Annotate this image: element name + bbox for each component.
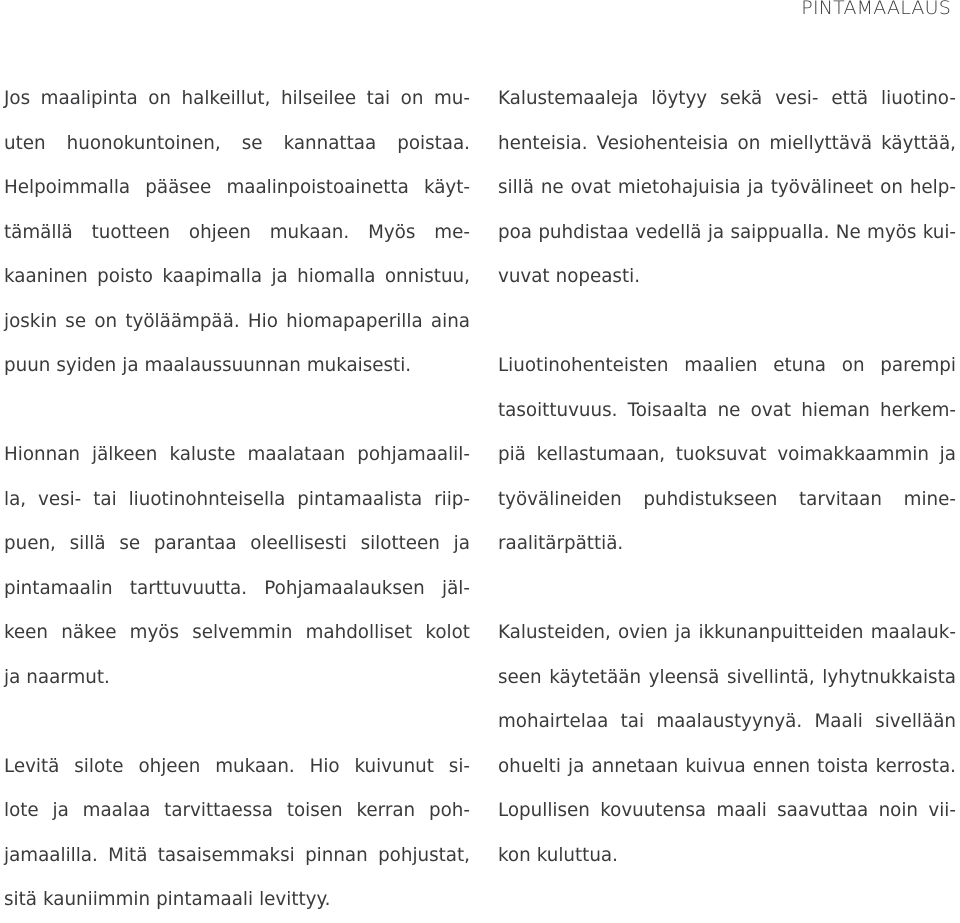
text-line [4,567,470,612]
word: mukaan. [269,221,350,243]
page-title: PINTAMAALAUS [801,0,951,19]
word: maalataan [247,444,346,465]
word: huonokuntoinen, [66,132,221,154]
word: raalitärpättiä. [498,533,624,554]
word: saavuttaa [777,800,869,821]
word: toista [817,755,869,777]
word: hieman [801,399,870,421]
word: tasoittuvuus. [498,399,618,421]
word: ja [271,266,288,287]
text-line [498,389,956,434]
word: maalien [684,355,758,376]
word: näkee [61,622,117,643]
text-line [4,211,470,256]
word: miellyttävä [769,132,873,154]
word: liuotinohnteisella [128,488,286,510]
word: vii- [928,800,956,821]
word: käyt- [423,177,470,198]
word: käytetään [549,666,642,688]
word: kaaninen [4,266,88,287]
word: myös [867,221,917,243]
word: mine- [903,488,956,510]
word: liuotino- [881,88,956,109]
word: silote [74,755,124,777]
word: Kalustemaaleja [498,88,639,109]
word: Kalusteiden, [498,622,611,643]
text-line [4,478,470,523]
word: maalaustyynyä. [656,711,803,732]
word: Hionnan [4,444,80,465]
word: help- [909,177,956,198]
word: herkem- [880,399,956,421]
text-line [498,745,956,790]
word: työvälineiden [498,488,622,510]
text-line [498,122,956,167]
text-line [498,255,956,300]
word: kon [498,844,531,866]
text-line [498,77,956,122]
word: puhdistukseen [643,488,778,510]
paragraph-gap [498,300,956,345]
text-line [4,789,470,834]
word: löytyy [651,88,708,109]
word: Vesiohenteisia [596,132,729,154]
word: ohjeen [188,221,251,243]
word: kerran [356,800,416,821]
word: pintamaalin [4,577,113,599]
word: piä [498,444,526,465]
word: mietohajuisia [617,177,741,198]
text-line [4,522,470,567]
word: on [841,355,865,376]
word: ohuelti [498,755,561,777]
word: poh- [428,800,470,821]
text-line [498,166,956,211]
word: on [400,88,424,109]
word: maalipinta [40,88,138,109]
word: tarvittaessa [164,800,273,821]
word: yleensä [648,666,720,688]
word: on [94,310,118,332]
word: työläämpää. [125,310,240,332]
word: ovat [570,177,611,198]
word: kuluttua. [536,844,618,866]
text-line [4,166,470,211]
word: sitä [4,889,37,910]
left-text-column [4,77,470,923]
word: ennen [752,755,811,777]
text-line [4,344,470,389]
word: se [241,132,263,154]
word: keen [4,622,49,643]
word: tuoksuvat [675,444,767,465]
word: vuvat [498,266,550,287]
word: naarmut. [26,666,110,688]
word: maalinpoistoainetta [226,177,409,198]
word: pintamaalista [297,488,423,510]
word: ja [453,533,470,554]
word: silotteen [360,533,440,554]
text-line [498,211,956,256]
word: sillä [498,177,534,198]
word: kovuutensa [600,800,707,821]
word: tämällä [4,221,73,243]
word: lyhytnukkaista [822,666,956,688]
word: puen, [4,533,56,554]
word: kellastumaan, [536,444,666,465]
text-line [4,122,470,167]
word: mukaan. [215,755,295,777]
word: mukaisesti. [306,355,412,376]
word: Levitä [4,755,60,777]
word: aina [430,310,470,332]
word: maalaa [82,800,151,821]
word: ne [717,399,741,421]
word: tarttuvuutta. [129,577,248,599]
word: on [880,177,903,198]
word: Helpoimmalla [4,177,131,198]
word: kolot [425,622,470,643]
text-line [498,834,956,879]
text-line [4,878,470,923]
word: vesi- [38,488,82,510]
word: tai [366,88,391,109]
word: ohjeen [138,755,201,777]
word: sekä [720,88,763,109]
word: ja [52,800,69,821]
word: si- [448,755,470,777]
text-line [4,745,470,790]
word: ne [540,177,564,198]
word: hiomapaperilla [286,310,423,332]
word: Ne [835,221,861,243]
word: kuivua [685,755,746,777]
word: ja [4,666,21,688]
word: mahdolliset [305,622,413,643]
word: tai [93,488,117,510]
word: vesi- [775,88,819,109]
word: kannattaa [283,132,377,154]
word: Maali [814,711,863,732]
word: etuna [773,355,827,376]
word: Mitä [108,844,148,866]
word: pohjustat, [378,844,470,866]
word: pääsee [145,177,212,198]
word: maali [716,800,767,821]
word: pinnan [305,844,368,866]
word: poistaa. [397,132,470,154]
text-line [498,700,956,745]
word: riip- [434,488,470,510]
word: lote [4,800,39,821]
text-line [4,433,470,478]
text-line [498,611,956,656]
word: oleellisesti [250,533,347,554]
text-line [4,77,470,122]
word: ja [122,355,139,376]
text-line [498,433,956,478]
word: ja [568,755,585,777]
word: parempi [880,355,956,376]
text-line [4,611,470,656]
word: Myös [368,221,416,243]
word: tarvitaan [799,488,882,510]
word: ikkunanpuitteiden [698,622,864,643]
word: tai [620,711,645,732]
word: Toisaalta [627,399,708,421]
word: levittyy. [259,889,331,910]
word: nopeasti. [555,266,641,287]
word: Hio [309,755,340,777]
word: kaluste [169,444,236,465]
word: kerrosta. [875,755,956,777]
word: Liuotinohenteisten [498,355,669,376]
word: kaapimalla [162,266,263,287]
word: ovat [750,399,792,421]
word: käyttää, [881,132,956,154]
word: jäl- [442,577,470,599]
word: halkeillut, [181,88,271,109]
word: maalauk- [870,622,956,643]
word: Hio [247,310,278,332]
word: poa [498,221,532,243]
word: noin [878,800,919,821]
word: parantaa [153,533,237,554]
word: syiden [56,355,117,376]
word: me- [434,221,470,243]
word: hilseilee [280,88,357,109]
text-line [498,789,956,834]
word: kui- [922,221,956,243]
word: henteisia. [498,132,588,154]
word: saippualla. [730,221,830,243]
word: ja [747,177,764,198]
word: se [65,310,87,332]
word: tuotteen [91,221,170,243]
word: kauniimmin [42,889,151,910]
word: mu- [434,88,470,109]
text-line [498,522,956,567]
paragraph-gap [498,567,956,612]
word: että [831,88,869,109]
word: Pohjamaalauksen [264,577,425,599]
word: on [148,88,171,109]
word: tasaisemmaksi [157,844,295,866]
word: sivellintä, [726,666,815,688]
word: seen [498,666,542,688]
word: Jos [4,88,31,109]
word: ja [939,444,956,465]
word: mohairtelaa [498,711,609,732]
word: Lopullisen [498,800,590,821]
word: poisto [97,266,153,287]
word: on [737,132,761,154]
word: annetaan [591,755,679,777]
word: pintamaali [156,889,254,910]
right-text-column [498,77,956,878]
text-line [4,834,470,879]
word: kuivunut [354,755,434,777]
word: hiomalla [297,266,376,287]
paragraph-gap [4,700,470,745]
text-line [4,656,470,701]
word: sivellään [875,711,956,732]
word: puun [4,355,51,376]
word: joskin [4,310,58,332]
word: se [119,533,141,554]
word: maalaussuunnan [144,355,301,376]
text-line [498,344,956,389]
paragraph-gap [4,389,470,434]
word: uten [4,132,46,154]
text-line [4,255,470,300]
word: ovien [617,622,668,643]
word: myös [129,622,179,643]
word: jälkeen [92,444,158,465]
word: puhdistaa [538,221,629,243]
text-line [498,656,956,701]
word: voimakkaammin [777,444,929,465]
word: työvälineet [770,177,874,198]
word: pohjamaalil- [357,444,470,465]
word: onnistuu, [384,266,470,287]
word: sillä [69,533,106,554]
text-line [4,300,470,345]
word: toisen [286,800,343,821]
word: la, [4,488,27,510]
word: vedellä [635,221,702,243]
word: ja [707,221,725,243]
word: jamaalilla. [4,844,98,866]
text-line [498,478,956,523]
word: ja [675,622,692,643]
word: selvemmin [192,622,293,643]
